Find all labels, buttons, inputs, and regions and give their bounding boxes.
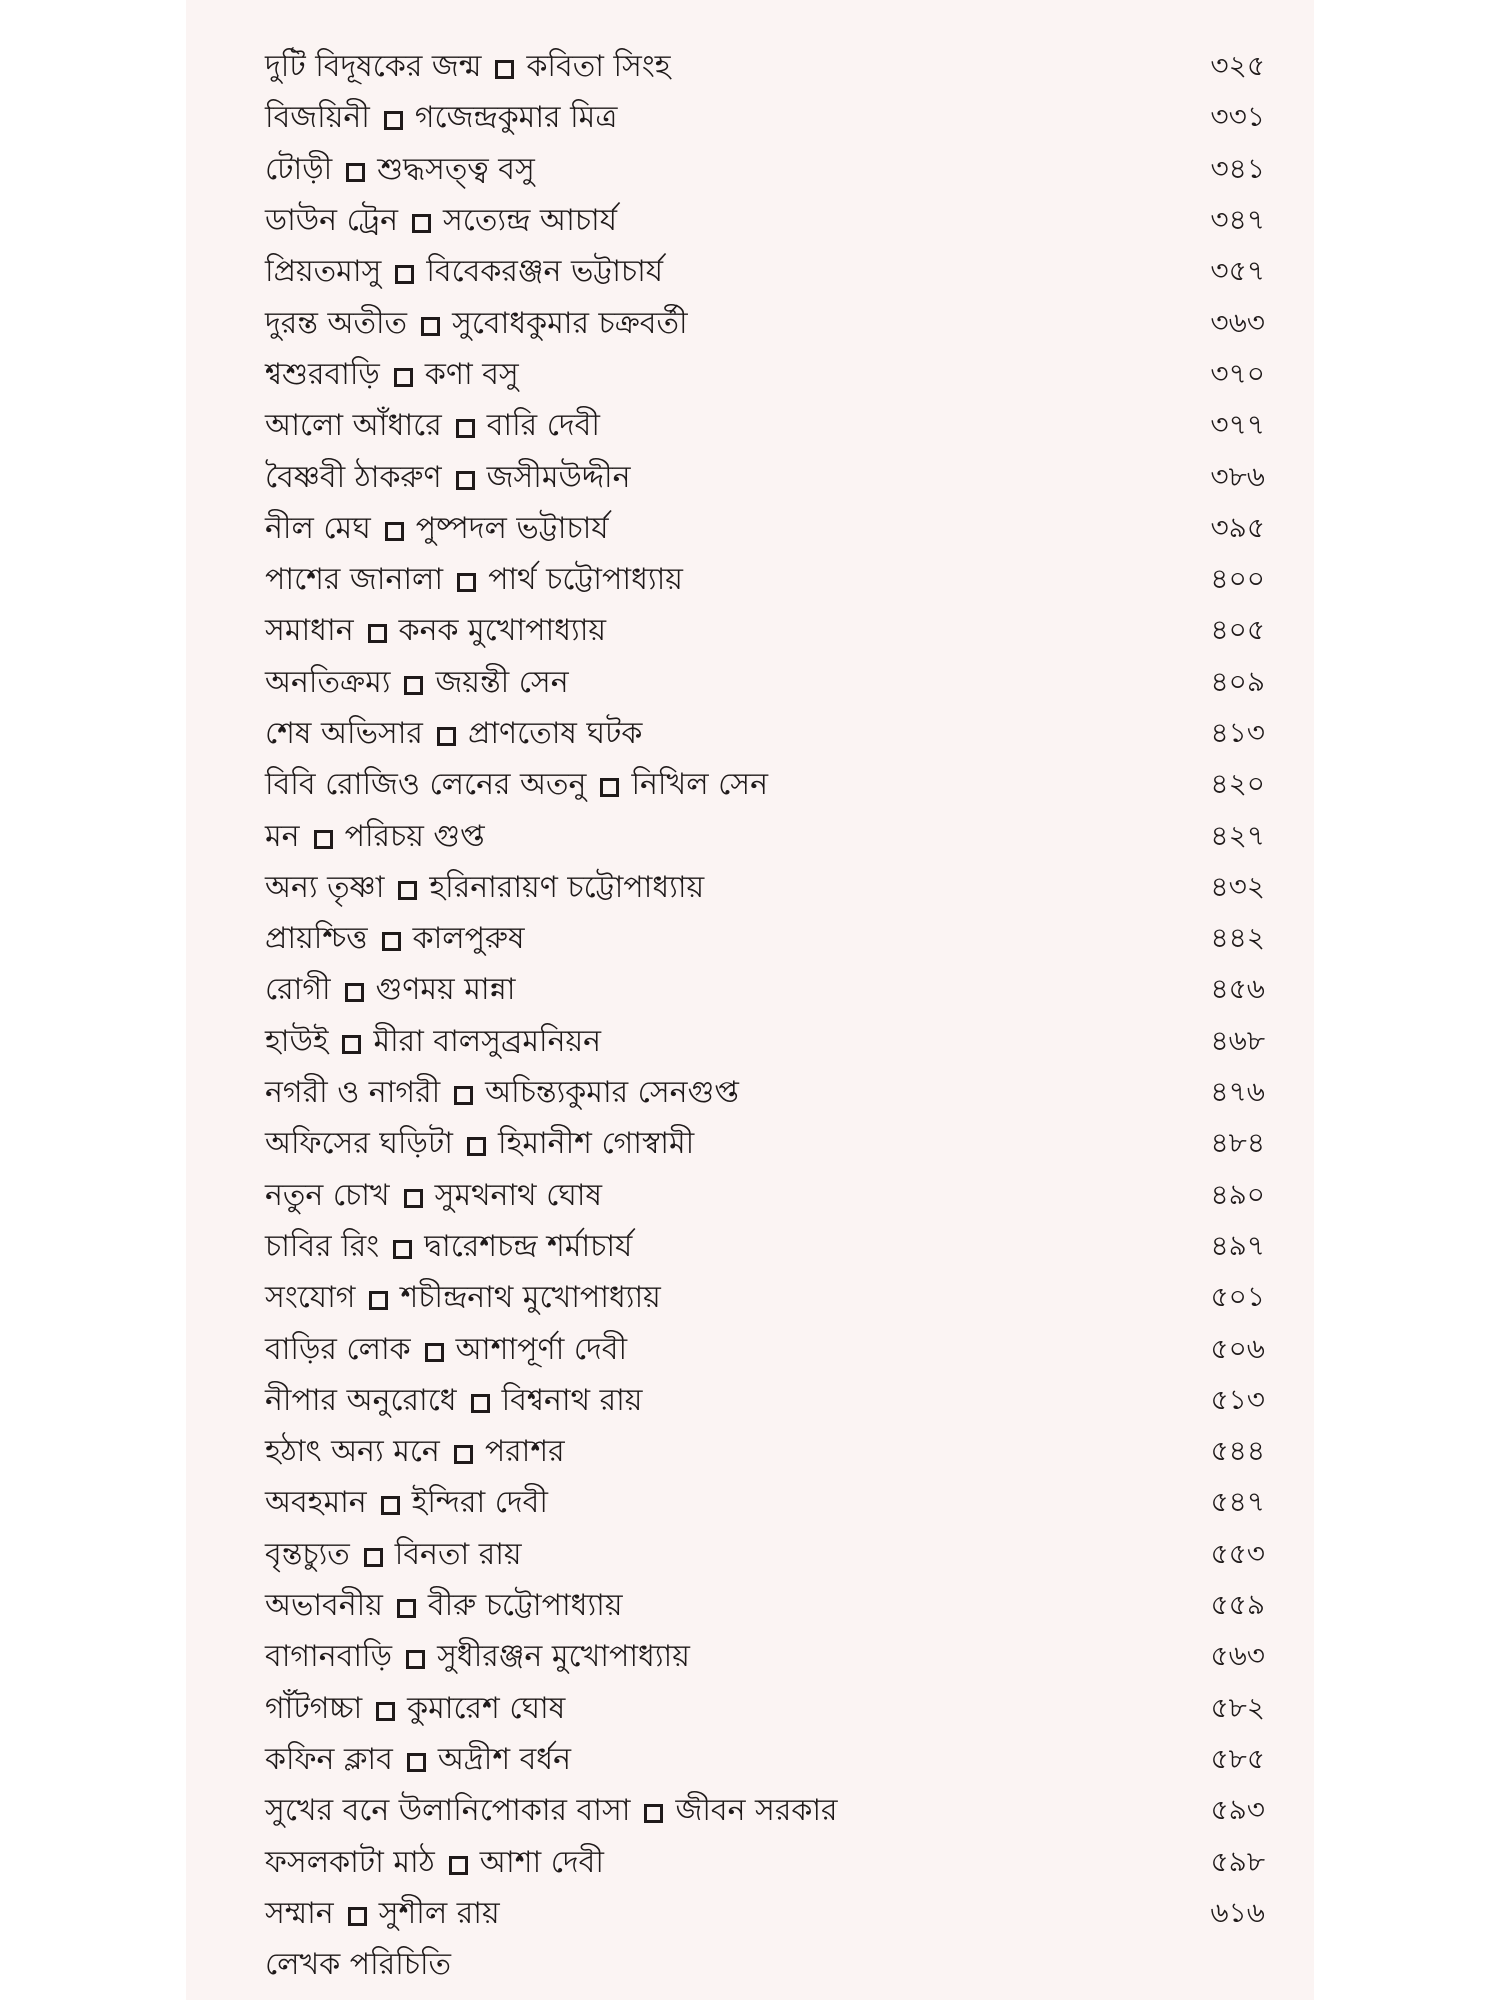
toc-entry — [265, 1530, 1265, 1581]
separator-box-icon — [385, 522, 404, 541]
toc-entry-text — [265, 1735, 1185, 1786]
table-of-contents — [265, 42, 1265, 1991]
page-number: ৩৮৬ — [1210, 459, 1265, 493]
page-number: ৫৪৭ — [1210, 1485, 1265, 1519]
author-name: বিনতা রায় — [394, 1536, 522, 1572]
toc-entry-text — [265, 1530, 1185, 1581]
author-name: কণা বসু — [424, 356, 519, 392]
toc-entry-text — [265, 1478, 1185, 1529]
author-name: পার্থ চট্টোপাধ্যায় — [488, 562, 683, 598]
author-name: আশাপূর্ণা দেবী — [455, 1331, 628, 1367]
separator-box-icon — [437, 727, 456, 746]
story-title: শ্বশুরবাড়ি — [265, 356, 380, 392]
toc-entry-text — [265, 1068, 1185, 1119]
toc-entry-text — [265, 1581, 1185, 1632]
separator-box-icon — [393, 1240, 412, 1259]
toc-entry-text — [265, 453, 1185, 504]
toc-entry-text — [265, 42, 1185, 93]
toc-entry — [265, 1581, 1265, 1632]
toc-entry-text — [265, 1632, 1185, 1683]
separator-box-icon — [407, 1753, 426, 1772]
toc-entry-text — [265, 1171, 1185, 1222]
separator-box-icon — [342, 1035, 361, 1054]
page-number: ৫১৩ — [1210, 1382, 1265, 1416]
separator-box-icon — [314, 830, 333, 849]
toc-entry — [265, 1017, 1265, 1068]
toc-entry-text — [265, 709, 1185, 760]
toc-entry — [265, 811, 1265, 862]
story-title: বিবি রোজিও লেনের অতনু — [265, 767, 587, 803]
author-name: প্রাণতোষ ঘটক — [467, 716, 643, 751]
author-name: পরিচয় গুপ্ত — [344, 818, 485, 854]
toc-entry-text — [265, 1017, 1185, 1068]
author-name: আশা দেবী — [479, 1844, 604, 1880]
separator-box-icon — [404, 1189, 423, 1208]
separator-box-icon — [425, 1343, 444, 1362]
toc-entry-text — [265, 299, 1185, 350]
separator-box-icon — [369, 1291, 388, 1310]
toc-entry-text — [265, 606, 1185, 657]
separator-box-icon — [457, 573, 476, 592]
separator-box-icon — [348, 1907, 367, 1926]
toc-entry — [265, 709, 1265, 760]
author-name: হিমানীশ গোস্বামী — [497, 1126, 695, 1162]
author-name: পুষ্পদল ভট্টাচার্য — [415, 510, 609, 546]
author-name: গজেন্দ্রকুমার মিত্র — [414, 100, 618, 136]
separator-box-icon — [384, 111, 403, 130]
story-title: নীপার অনুরোধে — [265, 1382, 457, 1418]
toc-entry — [265, 1273, 1265, 1324]
page-number: ৪২৭ — [1210, 818, 1265, 852]
author-name: শুদ্ধসত্ত্ব বসু — [377, 151, 535, 187]
separator-box-icon — [404, 676, 423, 695]
author-name: শচীন্দ্রনাথ মুখোপাধ্যায় — [400, 1280, 661, 1316]
page-number: ৪০৯ — [1210, 664, 1265, 698]
page-number: ৫০৬ — [1210, 1331, 1265, 1365]
separator-box-icon — [376, 1702, 395, 1721]
author-name: পরাশর — [484, 1434, 565, 1470]
toc-entry-text — [265, 1838, 1185, 1889]
separator-box-icon — [644, 1804, 663, 1823]
story-title: পাশের জানালা — [265, 562, 444, 598]
author-name: জয়ন্তী সেন — [435, 664, 569, 700]
story-title: গাঁটগচ্চা — [265, 1690, 363, 1726]
author-name: দ্বারেশচন্দ্র শর্মাচার্য — [424, 1228, 633, 1264]
page-number: ৪৮৪ — [1210, 1126, 1265, 1160]
toc-entry — [265, 863, 1265, 914]
toc-entry — [265, 1786, 1265, 1837]
page-number: ৪০০ — [1210, 562, 1265, 596]
toc-entry-text — [265, 914, 1185, 965]
story-title: অন্য তৃষ্ণা — [265, 869, 385, 905]
toc-entry-text — [265, 1376, 1185, 1427]
toc-entry-text — [265, 247, 1185, 298]
separator-box-icon — [382, 932, 401, 951]
author-name: নিখিল সেন — [631, 767, 768, 803]
toc-entry — [265, 760, 1265, 811]
author-name: কুমারেশ ঘোষ — [407, 1690, 566, 1726]
toc-entry-text — [265, 760, 1185, 811]
toc-entry — [265, 298, 1265, 349]
toc-entry — [265, 555, 1265, 606]
story-title: বৈষ্ণবী ঠাকরুণ — [265, 459, 442, 495]
separator-box-icon — [449, 1856, 468, 1875]
story-title: বাগানবাড়ি — [265, 1639, 393, 1675]
author-name: অদ্রীশ বর্ধন — [437, 1741, 572, 1777]
toc-entry — [265, 1684, 1265, 1735]
story-title: হঠাৎ অন্য মনে — [265, 1434, 440, 1470]
separator-box-icon — [394, 368, 413, 387]
story-title: বাড়ির লোক — [265, 1331, 411, 1367]
toc-entry-text — [265, 1222, 1185, 1273]
toc-entry-text — [265, 1119, 1185, 1170]
story-title: প্রায়শ্চিত্ত — [265, 921, 368, 957]
page-number: ৪২০ — [1210, 767, 1265, 801]
story-title: অভাবনীয় — [265, 1588, 383, 1624]
page-number: ৫৮৫ — [1210, 1741, 1265, 1775]
toc-entry-text — [265, 812, 1185, 863]
toc-entry-text — [265, 1786, 1185, 1837]
author-name: অচিন্ত্যকুমার সেনগুপ্ত — [485, 1075, 739, 1111]
toc-entry — [265, 42, 1265, 93]
toc-entry — [265, 1889, 1265, 1940]
author-name: ইন্দিরা দেবী — [411, 1485, 548, 1521]
toc-entry — [265, 93, 1265, 144]
separator-box-icon — [346, 163, 365, 182]
toc-entry-text — [265, 401, 1185, 452]
toc-entry-text — [265, 555, 1185, 606]
page-number: ৪১৩ — [1210, 716, 1265, 749]
separator-box-icon — [381, 1496, 400, 1515]
story-title: টোড়ী — [265, 151, 333, 187]
page-number: ৩৭০ — [1210, 356, 1265, 390]
author-name: সত্যেন্দ্র আচার্য — [442, 203, 618, 239]
page-number: ৪৪২ — [1210, 921, 1265, 955]
toc-entry-text — [265, 93, 1185, 144]
story-title: বৃন্তচ্যুত — [265, 1536, 350, 1572]
author-name: সুবোধকুমার চক্রবর্তী — [452, 305, 688, 341]
page-number: ৩৩১ — [1210, 100, 1265, 134]
story-title: চাবির রিং — [265, 1228, 380, 1264]
toc-entry — [265, 1222, 1265, 1273]
toc-entry — [265, 1119, 1265, 1170]
story-title: লেখক পরিচিতি — [265, 1947, 452, 1983]
toc-entry — [265, 1427, 1265, 1478]
separator-box-icon — [454, 1445, 473, 1464]
toc-entry — [265, 965, 1265, 1016]
toc-entry-text — [265, 658, 1185, 709]
page-number: ৪৯৭ — [1210, 1228, 1265, 1262]
story-title: অফিসের ঘড়িটা — [265, 1126, 453, 1162]
author-name: হরিনারায়ণ চট্টোপাধ্যায় — [429, 869, 705, 905]
page-number: ৫৬৩ — [1210, 1639, 1265, 1673]
story-title: নীল মেঘ — [265, 510, 371, 546]
page-number: ৩৪১ — [1210, 151, 1265, 185]
separator-box-icon — [398, 881, 417, 900]
story-title: ফসলকাটা মাঠ — [265, 1844, 435, 1880]
story-title: আলো আঁধারে — [265, 408, 442, 444]
separator-box-icon — [421, 317, 440, 336]
story-title: প্রিয়তমাসু — [265, 254, 382, 290]
toc-entry — [265, 1324, 1265, 1375]
author-name: জীবন সরকার — [675, 1793, 838, 1829]
toc-entry — [265, 1171, 1265, 1222]
separator-box-icon — [456, 419, 475, 438]
story-title: রোগী — [265, 972, 331, 1008]
author-name: সুমথনাথ ঘোষ — [434, 1177, 603, 1213]
author-name: বিশ্বনাথ রায় — [501, 1382, 643, 1418]
toc-entry — [265, 504, 1265, 555]
story-title: নতুন চোখ — [265, 1177, 390, 1213]
toc-entry-text — [265, 350, 1185, 401]
story-title: ডাউন ট্রেন — [265, 203, 398, 239]
toc-entry — [265, 145, 1265, 196]
separator-box-icon — [397, 1599, 416, 1618]
toc-entry — [265, 196, 1265, 247]
page-number: ৫৮২ — [1210, 1690, 1265, 1724]
story-title: সমাধান — [265, 613, 354, 649]
toc-entry-text — [265, 1940, 1265, 1991]
author-name: বিবেকরঞ্জন ভট্টাচার্য — [426, 254, 664, 290]
toc-entry-text — [265, 196, 1185, 247]
toc-entry — [265, 658, 1265, 709]
story-title: হাউই — [265, 1023, 329, 1059]
toc-entry — [265, 1376, 1265, 1427]
separator-box-icon — [467, 1137, 486, 1156]
author-name: সুশীল রায় — [378, 1895, 500, 1931]
page-number: ৫৯৮ — [1210, 1844, 1265, 1878]
page-number: ৬১৬ — [1210, 1895, 1265, 1929]
toc-entry — [265, 1940, 1265, 1991]
author-name: গুণময় মান্না — [375, 972, 516, 1008]
toc-entry-text — [265, 1684, 1185, 1735]
page-number: ৫৫৯ — [1210, 1588, 1265, 1622]
page-number: ৪৭৬ — [1210, 1075, 1265, 1109]
author-name: কনক মুখোপাধ্যায় — [398, 613, 607, 649]
toc-entry-text — [265, 1427, 1185, 1478]
toc-entry-text — [265, 145, 1185, 196]
toc-entry — [265, 350, 1265, 401]
author-name: কালপুরুষ — [412, 921, 525, 957]
toc-entry-text — [265, 504, 1185, 555]
story-title: শেষ অভিসার — [265, 716, 423, 751]
story-title: মন — [265, 818, 300, 854]
author-name: সুধীরঞ্জন মুখোপাধ্যায় — [437, 1639, 690, 1675]
separator-box-icon — [395, 265, 414, 284]
story-title: অনতিক্রম্য — [265, 664, 391, 700]
separator-box-icon — [456, 471, 475, 490]
page-number: ৪৫৬ — [1210, 972, 1265, 1006]
story-title: দুটি বিদূষকের জন্ম — [265, 49, 482, 85]
toc-entry — [265, 1837, 1265, 1888]
author-name: বারি দেবী — [486, 408, 600, 444]
author-name: মীরা বালসুব্রমনিয়ন — [373, 1023, 602, 1059]
separator-box-icon — [345, 983, 364, 1002]
author-name: বীরু চট্টোপাধ্যায় — [427, 1588, 623, 1624]
story-title: বিজয়িনী — [265, 100, 370, 136]
author-name: জসীমউদ্দীন — [486, 459, 631, 495]
story-title: সংযোগ — [265, 1280, 356, 1316]
separator-box-icon — [600, 778, 619, 797]
toc-entry — [265, 247, 1265, 298]
toc-entry — [265, 606, 1265, 657]
toc-entry — [265, 1068, 1265, 1119]
toc-entry — [265, 1632, 1265, 1683]
toc-entry — [265, 452, 1265, 503]
page-number: ৫৫৩ — [1210, 1536, 1265, 1570]
page-number: ৫৪৪ — [1210, 1434, 1265, 1468]
story-title: সম্মান — [265, 1895, 334, 1931]
page-number: ৩৫৭ — [1210, 254, 1265, 288]
toc-entry — [265, 1735, 1265, 1786]
page-number: ৪৩২ — [1210, 869, 1265, 903]
toc-entry — [265, 914, 1265, 965]
author-name: কবিতা সিংহ — [526, 49, 671, 85]
toc-entry-text — [265, 1273, 1185, 1324]
toc-entry-text — [265, 1889, 1185, 1940]
page-number: ৪৯০ — [1210, 1177, 1265, 1211]
story-title: অবহমান — [265, 1485, 367, 1521]
toc-entry-text — [265, 965, 1185, 1016]
story-title: দুরন্ত অতীত — [265, 305, 408, 341]
page-number: ৫৯৩ — [1210, 1793, 1265, 1827]
page-number: ৪০৫ — [1210, 613, 1265, 647]
page-number: ৩৯৫ — [1210, 510, 1265, 544]
toc-entry-text — [265, 1325, 1185, 1376]
story-title: নগরী ও নাগরী — [265, 1075, 441, 1111]
separator-box-icon — [471, 1394, 490, 1413]
page-number: ৩২৫ — [1210, 49, 1265, 83]
separator-box-icon — [412, 214, 431, 233]
story-title: সুখের বনে উলানিপোকার বাসা — [265, 1793, 631, 1829]
separator-box-icon — [368, 624, 387, 643]
separator-box-icon — [495, 60, 514, 79]
toc-entry-text — [265, 863, 1185, 914]
story-title: কফিন ক্লাব — [265, 1741, 393, 1777]
page-number: ৫০১ — [1210, 1280, 1265, 1314]
toc-entry — [265, 1478, 1265, 1529]
separator-box-icon — [406, 1650, 425, 1669]
page-number: ৪৬৮ — [1210, 1023, 1265, 1057]
toc-entry — [265, 401, 1265, 452]
page-number: ৩৪৭ — [1210, 203, 1265, 237]
separator-box-icon — [454, 1086, 473, 1105]
page-number: ৩৬৩ — [1210, 305, 1265, 339]
separator-box-icon — [364, 1548, 383, 1567]
page-number: ৩৭৭ — [1210, 408, 1265, 442]
